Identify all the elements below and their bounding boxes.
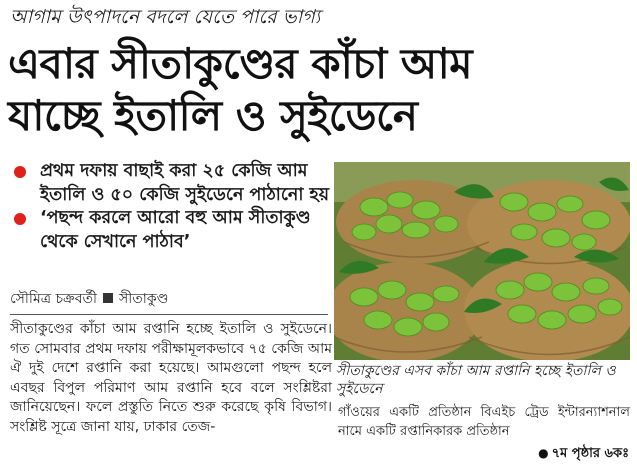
byline-divider: [10, 314, 328, 315]
kicker: আগাম উৎপাদনে বদলে যেতে পারে ভাগ্য: [10, 6, 321, 28]
highlight-text: প্রথম দফায় বাছাই করা ২৫ কেজি আম ইতালি ও ৫০ কেজি সুইডেনে পাঠানো হয়: [40, 161, 330, 205]
headline-line: যাচ্ছে ইতালি ও সুইডেনে: [8, 91, 418, 140]
mango-baskets-illustration: [334, 162, 630, 360]
mango-photo: [334, 162, 630, 360]
continued-bullet-icon: ●: [538, 446, 549, 460]
article-body-left: সীতাকুণ্ডের কাঁচা আম রপ্তানি হচ্ছে ইতালি ও সুইডেনে। গত সোমবার প্রথম দফায় পরীক্ষামূলকভাবে ৭৫ কেজি আম ঐ দুই দেশে রপ্তানি করা হয়েছে। আমগুলো পছন্দ হলে এবছর বিপুল পরিমাণ আম রপ্তানি হবে বলে সংশ্লিষ্টরা জানিয়েছেন। ফলে প্রস্তুতি নিতে শুরু করেছে কৃষি বিভাগ। সংশ্লিষ্ট সূত্রে জানা যায়, ঢাকার তেজ-: [10, 321, 332, 435]
headline: [8, 38, 633, 142]
continued-notice[interactable]: [538, 444, 629, 463]
highlight-text: ‘পছন্দ করলে আরো বহু আম সীতাকুণ্ড থেকে সেখানে পাঠাব’: [40, 208, 311, 252]
byline: [10, 289, 330, 309]
article-body-right: গাঁওয়ের একটি প্রতিষ্ঠান বিএইচ ট্রেড ইন্টারন্যাশনাল নামে একটি রপ্তানিকারক প্রতিষ্ঠান: [338, 405, 630, 439]
bullet-dot-icon: [14, 166, 26, 178]
square-separator-icon: [103, 293, 113, 303]
bullet-dot-icon: [14, 213, 26, 225]
highlight-item: [14, 160, 332, 207]
byline-location: সীতাকুণ্ড: [119, 291, 169, 307]
photo-caption: সীতাকুণ্ডের এসব কাঁচা আম রপ্তানি হচ্ছে ইতালি ও সুইডেনে: [336, 363, 616, 397]
byline-author: সৌমিত্র চক্রবর্তী: [10, 291, 98, 307]
highlight-item: [14, 207, 332, 254]
headline-line: এবার সীতাকুণ্ডের কাঁচা আম: [8, 39, 473, 88]
continued-text: ৭ম পৃষ্ঠার ৬কঃ: [551, 446, 629, 461]
highlights-list: [14, 160, 332, 254]
